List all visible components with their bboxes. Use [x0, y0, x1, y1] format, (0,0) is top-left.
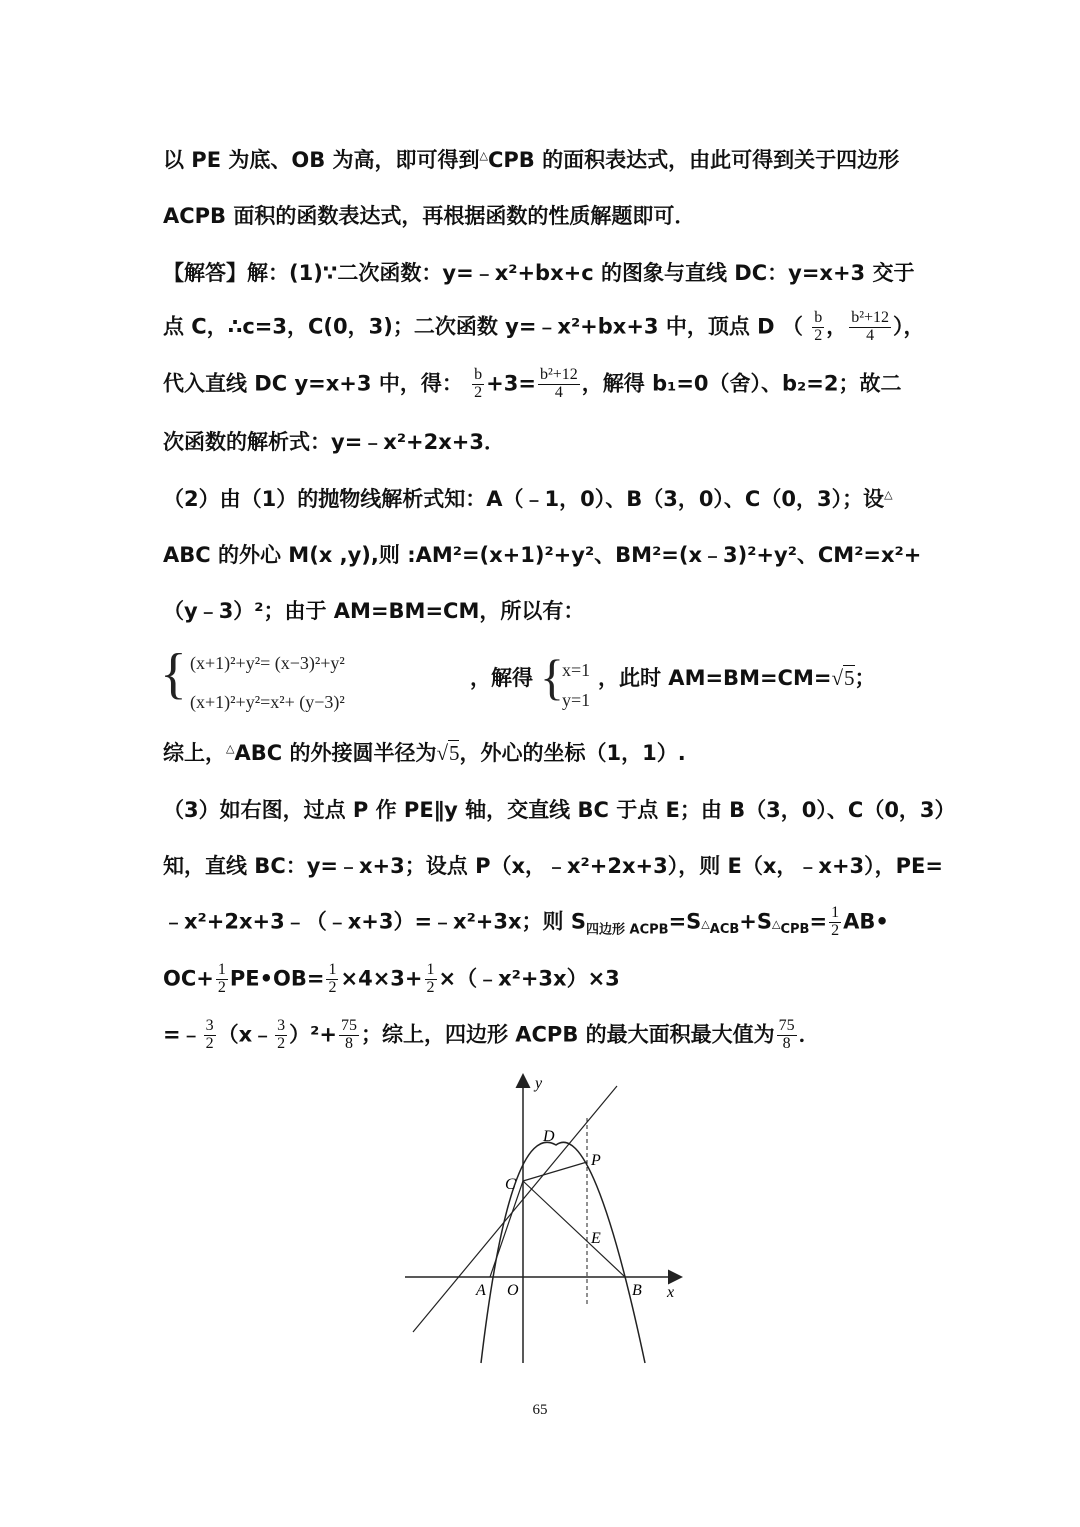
left-brace: { — [160, 643, 187, 705]
label-o: O — [507, 1282, 519, 1299]
fraction-b-over-2: $\frac{b}{2}$ — [474, 366, 483, 401]
sqrt-5: √5 — [436, 741, 460, 765]
text-line-14: ﹣x²+2x+3﹣（﹣x+3）=﹣x²+3x；则 $S_{四边形 ACPB}=S_{^\triangle ACB}+S_{^\triangle CPB}=$ $\frac{1}{2}$ AB• — [163, 904, 889, 939]
fraction-b2-plus-12-over-4: $\frac{\text{b²+12}}{4}$ — [851, 309, 890, 344]
label-y: y — [535, 1075, 543, 1092]
page-number: 65 — [532, 1402, 548, 1418]
line-bc — [523, 1181, 625, 1277]
fraction-three-halves: $\frac{3}{2}$ — [277, 1017, 286, 1052]
text-line-4: 点 C，∴c=3，C(0，3)；二次函数 y=﹣x²+bx+3 中，顶点 D （ $\frac{b}{2}$ ， $\frac{\text{b²+12}}{4}$ ）， — [163, 309, 925, 344]
line-ac — [490, 1181, 523, 1277]
label-a: A — [476, 1282, 486, 1299]
solution-x: x=1 — [562, 660, 591, 680]
text-line-10b: ，此时 AM=BM=CM=√5； — [598, 666, 876, 690]
text-line-3: 【解答】解：(1)∵二次函数：y=﹣x²+bx+c 的图象与直线 DC：y=x+3 交于 — [163, 261, 915, 285]
fraction-one-half: $\frac{1}{2}$ — [217, 961, 226, 996]
fraction-75-over-8: $\frac{75}{8}$ — [778, 1017, 795, 1052]
solution-brace: { — [540, 649, 564, 705]
text-line-5: 代入直线 DC y=x+3 中，得： $\frac{b}{2}$ +3= $\frac{\text{b²+12}}{4}$ ，解得 b₁=0（舍）、b₂=2；故二 — [163, 366, 902, 401]
label-c: C — [505, 1176, 516, 1193]
text-line-7: （2）由（1）的抛物线解析式知：A（﹣1，0）、B（3，0）、C（0，3）；设△ — [163, 487, 893, 511]
sqrt-5: √5 — [831, 666, 855, 690]
fraction-b-over-2: $\frac{b}{2}$ — [814, 309, 823, 344]
parabola-figure — [395, 1068, 695, 1368]
text-line-12: （3）如右图，过点 P 作 PE∥y 轴，交直线 BC 于点 E；由 B（3，0）、C（0，3） — [163, 798, 956, 822]
solution-y: y=1 — [562, 690, 591, 710]
system-eq-2: (x+1)²+y²=x²+ (y−3)² — [190, 692, 345, 712]
text-line-6: 次函数的解析式：y=﹣x²+2x+3． — [163, 430, 505, 454]
system-eq-1: (x+1)²+y²= (x−3)²+y² — [190, 653, 345, 673]
text-line-2: ACPB 面积的函数表达式，再根据函数的性质解题即可． — [163, 204, 696, 228]
line-cp — [523, 1162, 587, 1181]
fraction-b2-plus-12-over-4: $\frac{\text{b²+12}}{4}$ — [539, 366, 578, 401]
text-line-10: ，解得 — [470, 666, 533, 690]
text-line-16: =﹣ $\frac{3}{2}$ （x﹣ $\frac{3}{2}$ ）²+ $\frac{75}{8}$ ；综上，四边形 ACPB 的最大面积最大值为 $\frac{75}{8}$ ． — [163, 1017, 820, 1052]
text-line-11: 综上，△ABC 的外接圆半径为√5，外心的坐标（1，1）. — [163, 741, 686, 765]
fraction-one-half: $\frac{1}{2}$ — [426, 961, 435, 996]
label-d: D — [543, 1128, 555, 1145]
text-line-8: ABC 的外心 M(x ,y),则 :AM²=(x+1)²+y²、BM²=(x﹣3)²+y²、CM²=x²+ — [163, 543, 922, 567]
text-line-13: 知，直线 BC：y=﹣x+3；设点 P（x，﹣x²+2x+3），则 E（x，﹣x+3），PE= — [163, 854, 944, 878]
label-e: E — [591, 1230, 601, 1247]
fraction-one-half: $\frac{1}{2}$ — [831, 904, 840, 939]
text-line-9: （y﹣3）²；由于 AM=BM=CM，所以有： — [163, 599, 585, 623]
text-line-1: 以 PE 为底、OB 为高，即可得到△CPB 的面积表达式，由此可得到关于四边形 — [163, 148, 900, 172]
label-p: P — [591, 1152, 601, 1169]
fraction-three-halves: $\frac{3}{2}$ — [205, 1017, 214, 1052]
fraction-one-half: $\frac{1}{2}$ — [328, 961, 337, 996]
label-x: x — [667, 1284, 675, 1301]
label-b: B — [632, 1282, 642, 1299]
text-line-15: OC+ $\frac{1}{2}$ PE•OB= $\frac{1}{2}$ ×4×3+ $\frac{1}{2}$ ×（﹣x²+3x）×3 — [163, 961, 620, 996]
fraction-75-over-8: $\frac{75}{8}$ — [340, 1017, 357, 1052]
